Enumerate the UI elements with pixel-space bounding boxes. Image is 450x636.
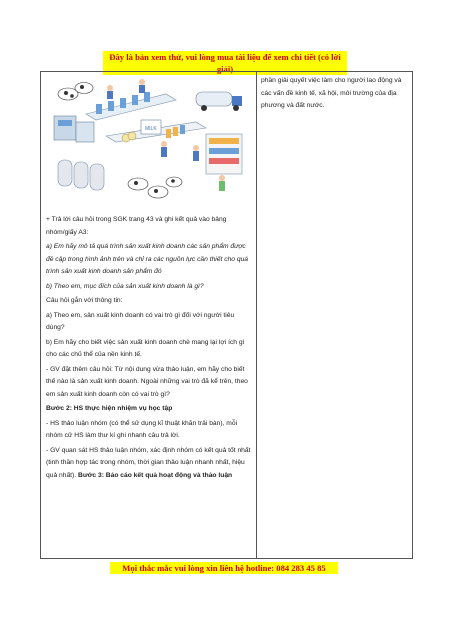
teacher-observe bbox=[46, 445, 251, 483]
step-2-heading: Bước 2: HS thực hiện nhiệm vụ học tập bbox=[46, 405, 173, 412]
related-b: b) Em hãy cho biết việc sản xuất kinh doanh chè mang lại lợi ích gì cho các chủ thể của nền kinh tế. bbox=[46, 338, 245, 358]
workers-icon bbox=[161, 141, 199, 161]
step-3-heading: Bước 3: Báo cáo kết quả hoạt động và thảo luận bbox=[77, 471, 233, 479]
question-b: b) Theo em, mục đích của sản xuất kinh doanh là gì? bbox=[46, 282, 204, 290]
dairy-production-illustration bbox=[46, 74, 254, 210]
store-shelf-icon bbox=[206, 134, 242, 191]
footer-banner: Mọi thắc mắc vui lòng xin liên hệ hotline: 084 283 45 85 bbox=[110, 562, 338, 574]
right-cell-text: phần giải quyết việc làm cho người lao động và các vấn đề kinh tế, xã hội, môi trường của địa phương và đất nước. bbox=[261, 77, 402, 109]
processing-machine-icon bbox=[54, 116, 94, 142]
milk-truck-icon bbox=[196, 92, 242, 111]
intro-text: + Trả lời câu hỏi trong SGK trang 43 và ghi kết quả vào bảng nhóm/giấy A3: bbox=[46, 216, 227, 236]
cows-bottom-icon bbox=[128, 177, 182, 198]
teacher-observe-text: - GV quan sát HS thảo luận nhóm, xác định nhóm có kết quả tốt nhất (tinh thần hợp tác trong nhóm, thời gian thảo luận nhanh nhất, hiệu quả nhất). bbox=[46, 446, 251, 479]
left-cell-text bbox=[46, 214, 251, 484]
cows-top-icon bbox=[58, 83, 93, 101]
student-task: - HS thảo luận nhóm (có thể sử dụng kĩ thuật khăn trải bàn), mỗi nhóm cử HS làm thư kí ghi nhanh câu trả lời. bbox=[46, 419, 238, 439]
related-heading: Câu hỏi gắn với thông tin: bbox=[46, 297, 123, 304]
teacher-question: - GV đặt thêm câu hỏi: Từ nội dung vừa thảo luận, em hãy cho biết thế nào là sản xuất kinh doanh. Ngoài những vai trò đã kể trên, theo em sản xuất kinh doanh còn có vai trò gì? bbox=[46, 365, 248, 398]
related-a: a) Theo em, sản xuất kinh doanh có vai trò gì đối với người tiêu dùng? bbox=[46, 311, 235, 331]
svg-text:MILK: MILK bbox=[145, 126, 157, 132]
storage-tanks-icon bbox=[58, 160, 104, 190]
conveyor-icon bbox=[86, 79, 176, 120]
column-divider bbox=[256, 72, 257, 558]
header-banner: Đây là bản xem thử, vui lòng mua tài liệu để xem chi tiết (có lời giải) bbox=[103, 51, 347, 75]
content-table bbox=[40, 71, 413, 559]
packaging-line-icon bbox=[106, 120, 206, 142]
question-a: a) Em hãy mô tả quá trình sản xuất kinh doanh các sản phẩm được đề cập trong hình ảnh trên và chỉ ra các nguồn lực cần thiết cho quá trình sản xuất kinh doanh sản phẩm đó bbox=[46, 243, 249, 275]
